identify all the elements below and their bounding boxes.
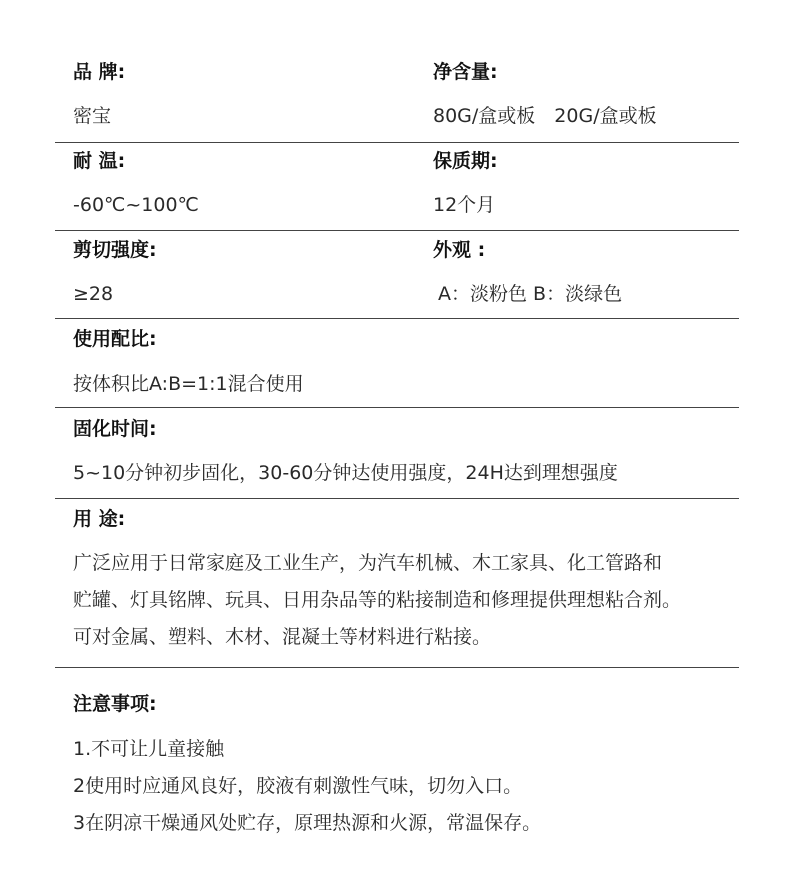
note-item: 1.不可让儿童接触 <box>73 738 225 760</box>
temperature-value: -60℃~100℃ <box>73 194 199 216</box>
note-item: 3在阴凉干燥通风处贮存，原理热源和火源，常温保存。 <box>73 812 542 834</box>
usage-label: 用 途: <box>73 508 126 530</box>
shear-strength-value: ≥28 <box>73 283 114 305</box>
shelf-life-value: 12个月 <box>433 194 496 216</box>
usage-line: 贮罐、灯具铭牌、玩具、日用杂品等的粘接制造和修理提供理想粘合剂。 <box>73 589 682 611</box>
cure-time-value: 5~10分钟初步固化，30-60分钟达使用强度，24H达到理想强度 <box>73 462 618 484</box>
mix-ratio-label: 使用配比: <box>73 328 157 350</box>
notes-label: 注意事项: <box>73 693 157 715</box>
shelf-life-label: 保质期: <box>433 150 498 172</box>
divider <box>55 407 739 408</box>
divider <box>55 142 739 143</box>
note-item: 2使用时应通风良好，胶液有刺激性气味，切勿入口。 <box>73 775 523 797</box>
appearance-label: 外观 : <box>433 239 486 261</box>
usage-line: 可对金属、塑料、木材、混凝土等材料进行粘接。 <box>73 626 492 648</box>
divider <box>55 230 739 231</box>
usage-line: 广泛应用于日常家庭及工业生产，为汽车机械、木工家具、化工管路和 <box>73 552 663 574</box>
temperature-label: 耐 温: <box>73 150 126 172</box>
divider <box>55 498 739 499</box>
usage-paragraph <box>73 545 681 656</box>
appearance-value: A：淡粉色 B：淡绿色 <box>438 283 623 305</box>
brand-label: 品 牌: <box>73 61 126 83</box>
shear-strength-label: 剪切强度: <box>73 239 157 261</box>
mix-ratio-value: 按体积比A:B=1:1混合使用 <box>73 373 304 395</box>
cure-time-label: 固化时间: <box>73 418 157 440</box>
net-content-value: 80G/盒或板 20G/盒或板 <box>433 105 657 127</box>
divider <box>55 667 739 668</box>
notes-list <box>73 731 541 842</box>
net-content-label: 净含量: <box>433 61 498 83</box>
divider <box>55 318 739 319</box>
brand-value: 密宝 <box>73 105 112 127</box>
